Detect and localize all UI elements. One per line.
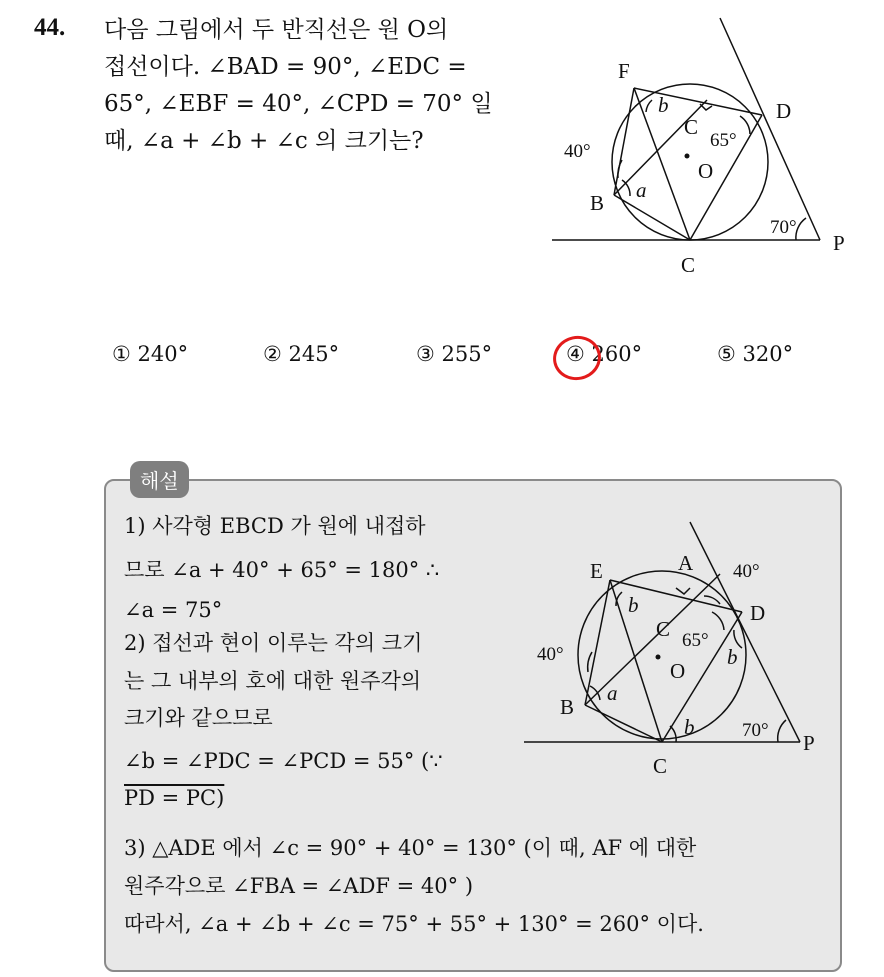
choice-3[interactable]: ③ 255°: [416, 342, 493, 366]
arc-65: [740, 116, 750, 134]
chord-fd: [634, 88, 762, 115]
label-b: B: [590, 191, 605, 215]
question-number: 44.: [34, 14, 66, 41]
label-d: D: [776, 99, 792, 123]
choice-2[interactable]: ② 245°: [263, 342, 340, 366]
arc-40-2: [588, 652, 592, 672]
circle-o: [612, 84, 768, 240]
label-b-2: B: [560, 695, 575, 719]
label-a: a: [636, 178, 647, 202]
solution-line-5: 는 그 내부의 호에 대한 원주각의: [124, 669, 422, 693]
label-p-2: P: [803, 731, 815, 755]
solution-tag: 해설: [130, 461, 189, 498]
label-40b-2: 40°: [733, 561, 760, 582]
arc-70-2: [778, 720, 786, 742]
label-c-2: C: [653, 754, 668, 778]
solution-line-3: ∠a = 75°: [124, 598, 223, 622]
answer-mark: [549, 331, 605, 384]
center-dot-2: [656, 655, 661, 660]
label-b1-2: b: [628, 593, 639, 617]
right-angle-mark-2: [676, 588, 690, 594]
question-line-3: 65°, ∠EBF = 40°, ∠CPD = 70° 일: [104, 91, 493, 117]
question-figure: [540, 10, 870, 285]
arc-40: [618, 160, 622, 178]
solution-line-4: 2) 접선과 현이 이루는 각의 크기: [124, 631, 423, 655]
label-p: P: [833, 231, 845, 255]
arc-65-2: [712, 612, 724, 630]
label-c-inner: C: [684, 115, 699, 139]
label-f: F: [618, 59, 630, 83]
label-b-angle: b: [658, 93, 669, 117]
label-o: O: [698, 159, 714, 183]
chord-bc: [614, 195, 690, 240]
choice-5[interactable]: ⑤ 320°: [717, 342, 794, 366]
chord-bf: [614, 88, 634, 195]
solution-line-7: ∠b = ∠PDC = ∠PCD = 55° (∵: [124, 749, 443, 773]
label-o-2: O: [670, 659, 686, 683]
center-dot: [685, 154, 690, 159]
solution-bottom-line-1: 3) △ADE 에서 ∠c = 90° + 40° = 130° (이 때, AF 에 대한: [124, 836, 697, 860]
solution-line-2: 므로 ∠a + 40° + 65° = 180° ∴: [124, 558, 440, 582]
label-c-inner-2: C: [656, 617, 671, 641]
solution-figure: [515, 510, 835, 780]
choice-1[interactable]: ① 240°: [112, 342, 189, 366]
tangent-line-right: [720, 18, 820, 240]
chord-bc-2: [585, 705, 662, 742]
question-line-2: 접선이다. ∠BAD = 90°, ∠EDC =: [104, 54, 467, 80]
label-c: C: [681, 253, 696, 277]
choice-4[interactable]: ④ 260°: [566, 342, 643, 366]
label-65: 65°: [710, 130, 737, 151]
label-65-2: 65°: [682, 630, 709, 651]
solution-bottom-line-2: 원주각으로 ∠FBA = ∠ADF = 40° ): [124, 874, 474, 898]
label-b3-2: b: [727, 645, 738, 669]
right-angle-mark: [700, 104, 712, 110]
arc-b: [646, 100, 652, 112]
label-d-2: D: [750, 601, 766, 625]
label-b2-2: b: [684, 715, 695, 739]
label-40: 40°: [564, 141, 591, 162]
label-a-point-2: A: [678, 551, 694, 575]
arc-a: [622, 180, 630, 196]
question-line-4: 때, ∠a + ∠b + ∠c 의 크기는?: [104, 128, 424, 154]
solution-line-1: 1) 사각형 EBCD 가 원에 내접하: [124, 514, 426, 538]
arc-70: [796, 218, 806, 240]
label-a-angle-2: a: [607, 681, 618, 705]
solution-line-8: PD = PC): [124, 786, 225, 810]
solution-line-6: 크기와 같으므로: [124, 706, 273, 730]
label-e-2: E: [590, 559, 603, 583]
label-70-2: 70°: [742, 720, 769, 741]
solution-bottom-line-3: 따라서, ∠a + ∠b + ∠c = 75° + 55° + 130° = 260° 이다.: [124, 912, 704, 936]
question-line-1: 다음 그림에서 두 반직선은 원 O의: [104, 17, 449, 43]
label-40a-2: 40°: [537, 644, 564, 665]
label-70: 70°: [770, 217, 797, 238]
